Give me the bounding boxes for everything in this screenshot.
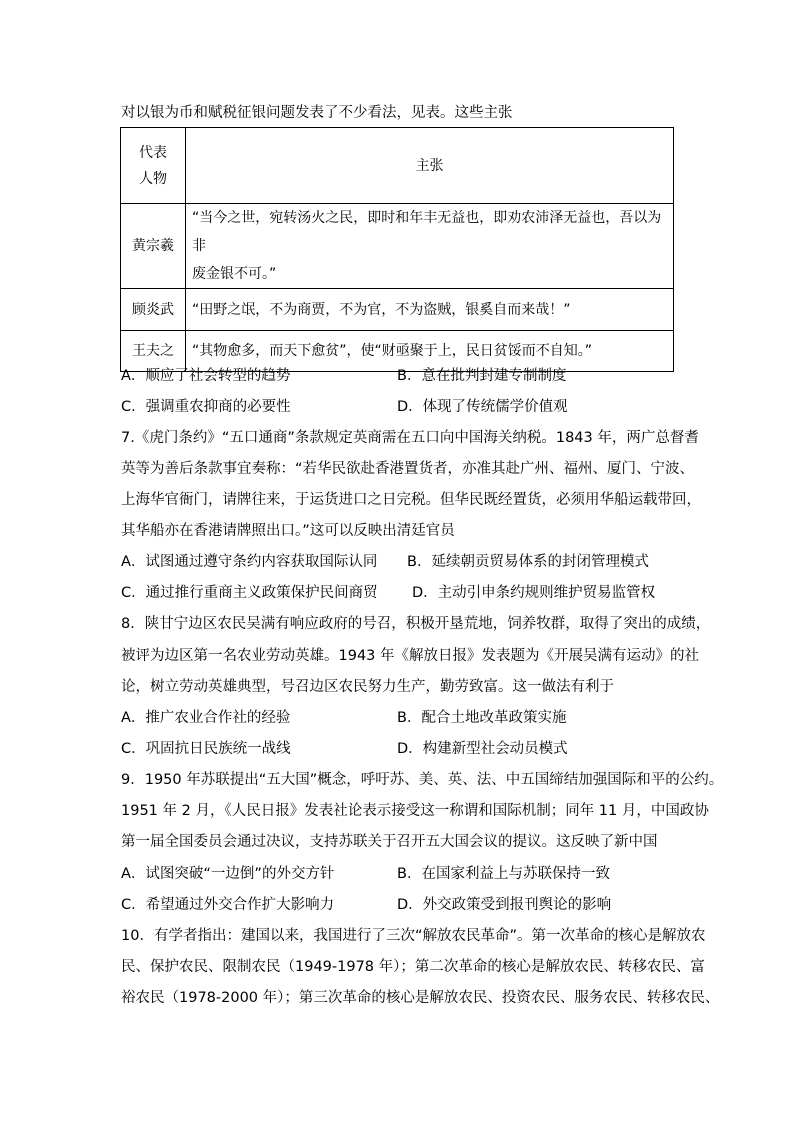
q8-stem-line: 论，树立劳动英雄典型，号召边区农民努力生产，勤劳致富。这一做法有利于 — [121, 679, 614, 695]
q7-stem-line: 其华船亦在香港请牌照出口。”这可以反映出清廷官员 — [121, 523, 455, 539]
intro-text: 对以银为币和赋税征银问题发表了不少看法，见表。这些主张 — [121, 105, 513, 121]
row-view: “田野之氓，不为商贾，不为官，不为盗贼，银奚自而来哉！” — [186, 289, 674, 331]
q7-option-c: C．通过推行重商主义政策保护民间商贸 — [121, 585, 378, 601]
header-who: 代表人物 — [121, 128, 186, 204]
q9-stem-line: 1951 年 2 月，《人民日报》发表社论表示接受这一称谓和国际机制；同年 11 月，中国政协 — [121, 803, 709, 819]
row-view: “当今之世，宛转汤火之民，即时和年丰无益也，即劝农沛泽无益也，吾以为非 废金银不可。” — [186, 204, 674, 289]
q8-stem-line: 被评为边区第一名农业劳动英雄。1943 年《解放日报》发表题为《开展吴满有运动》的社 — [121, 648, 700, 664]
q6-option-a: A．顺应了社会转型的趋势 — [121, 368, 291, 384]
q6-option-b: B．意在批判封建专制制度 — [397, 368, 567, 384]
q6-option-d: D．体现了传统儒学价值观 — [397, 399, 568, 415]
views-table — [120, 127, 674, 372]
q10-stem-line: 民、保护农民、限制农民（1949-1978 年）；第二次革命的核心是解放农民、转移农民、富 — [121, 959, 705, 975]
q7-option-b: B．延续朝贡贸易体系的封闭管理模式 — [407, 554, 649, 570]
q7-stem-line: 英等为善后条款事宜奏称：“若华民欲赴香港置货者，亦准其赴广州、福州、厦门、宁波、 — [121, 461, 695, 477]
q9-stem-line: 第一届全国委员会通过决议，支持苏联关于召开五大国会议的提议。这反映了新中国 — [121, 834, 658, 850]
q8-stem-line: 8．陕甘宁边区农民吴满有响应政府的号召，积极开垦荒地，饲养牧群，取得了突出的成绩， — [121, 616, 711, 632]
q9-option-d: D．外交政策受到报刊舆论的影响 — [397, 897, 612, 913]
row-who: 黄宗羲 — [121, 204, 186, 289]
row-who: 顾炎武 — [121, 289, 186, 331]
q7-option-a: A．试图通过遵守条约内容获取国际认同 — [121, 554, 378, 570]
header-view: 主张 — [186, 128, 674, 204]
q8-option-a: A．推广农业合作社的经验 — [121, 710, 291, 726]
q8-option-d: D．构建新型社会动员模式 — [397, 741, 568, 757]
q10-stem-line: 10．有学者指出：建国以来，我国进行了三次“解放农民革命”。第一次革命的核心是解放农 — [121, 928, 706, 944]
q8-option-b: B．配合土地改革政策实施 — [397, 710, 567, 726]
q6-option-c: C．强调重农抑商的必要性 — [121, 399, 291, 415]
q9-option-b: B．在国家利益上与苏联保持一致 — [397, 866, 610, 882]
q7-option-d: D．主动引申条约规则维护贸易监管权 — [412, 585, 656, 601]
q9-option-a: A．试图突破“一边倒”的外交方针 — [121, 866, 335, 882]
q7-stem-line: 7.《虎门条约》“五口通商”条款规定英商需在五口向中国海关纳税。1843 年，两广总督耆 — [121, 430, 699, 446]
row-view: “其物愈多，而天下愈贫”，使“财亟聚于上，民日贫馁而不自知。” — [186, 331, 674, 372]
q7-stem-line: 上海华官衙门，请牌往来，于运货进口之日完税。但华民既经置货，必须用华船运载带回， — [121, 492, 701, 508]
q10-stem-line: 裕农民（1978-2000 年）；第三次革命的核心是解放农民、投资农民、服务农民、转移农民、 — [121, 990, 720, 1006]
q8-option-c: C．巩固抗日民族统一战线 — [121, 741, 291, 757]
row-who: 王夫之 — [121, 331, 186, 372]
q9-stem-line: 9．1950 年苏联提出“五大国”概念，呼吁苏、美、英、法、中五国缔结加强国际和平的公约。 — [121, 772, 724, 788]
q9-option-c: C．希望通过外交合作扩大影响力 — [121, 897, 335, 913]
